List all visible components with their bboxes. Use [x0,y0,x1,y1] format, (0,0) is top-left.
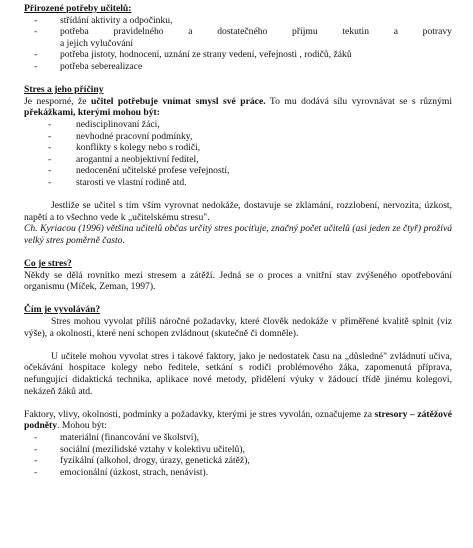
list-item: - střídání aktivity a odpočinku, [24,15,452,27]
section-natural-needs [24,3,452,73]
list-item [24,26,452,49]
list-item: - potřeba jistoty, hodnocení, uznání ze strany vedení, veřejnosti , rodičů, žáků [24,49,452,61]
obstacles-list [24,119,452,189]
list-item: - arogantní a neobjektivní ředitel, [24,154,452,166]
paragraph: Stres mohou vyvolat příliš náročné požadavky, které člověk nedokáže v přiměřené kvalitě splnit (viz výše), a okolnosti, které není schopen zvládnout (skutečně či domněle). [24,316,452,339]
word: dostatečného [217,26,268,38]
bold-text: překážkami, kterými mohou být: [24,107,160,119]
word: pravidelného [113,26,164,38]
bold-text: učitel potřebuje vnímat smysl své práce. [91,95,266,107]
heading-what-is-stress: Co je stres? [24,258,72,270]
section-what-is-stress [24,258,452,293]
heading-stress-triggers: Čím je vyvoláván? [24,304,101,316]
justified-line [60,26,452,38]
word: - potřeba [60,26,89,38]
list-item: - nevhodné pracovní podmínky, [24,131,452,143]
text-run: Je nesporné, že [24,95,92,107]
paragraph: U učitele mohou vyvolat stres i takové faktory, jako je nedostatek času na „důsledné" zvládnutí učiva, očekávání hospitace kolegy nebo ředitele, setkání s rodiči problémového žáka, zapomenutá příprava, nefungující didaktická technika, aplikace nové metody, přidělení výuky v žádoucí třídě jinému kolegovi, nekázeň žáků atd. [24,350,452,397]
section-stress-causes [24,84,452,246]
list-item: - sociální (mezilidské vztahy v kolektivu učitelů), [24,444,452,456]
section-stress-triggers [24,304,452,397]
paragraph: Jestliže se učitel s tím vším vyrovnat nedokáže, dostavuje se zklamání, rozzlobení, nervozita, úzkost, napětí a to všechno vede k „učitelskému stresu". [24,200,452,223]
heading-stress-causes: Stres a jeho příčiny [24,84,104,96]
list-item: - potřeba seberealizace [24,61,452,73]
list-item: - nedocenění učitelské profese veřejností, [24,165,452,177]
text-run: . Mohou být: [57,420,107,432]
list-item-continuation: a jejich vylučování [60,37,133,49]
word: a [393,26,398,38]
word: potravy [422,26,452,38]
stressors-list [24,432,452,478]
paragraph: Někdy se dělá rovnítko mezi stresem a zátěží. Jedná se o proces a vnitřní stav zvýšeného opotřebování organismu (Míček, Zeman, 1997). [24,269,452,293]
list-item: - materiální (financování ve školství), [24,432,452,444]
paragraph [24,409,452,432]
list-item: - nedisciplinovaní žáci, [24,119,452,131]
section-stressors [24,409,452,479]
citation-paragraph: Ch. Kyriacou (1996) většina učitelů občas určitý stres pociťuje, značný počet učitelů (asi jeden ze čtyř) prožívá velký stres poměrně často. [24,223,452,246]
word: příjmu [292,26,318,38]
list-item: - konflikty s kolegy nebo s rodiči, [24,142,452,154]
heading-natural-needs: Přirozené potřeby učitelů: [24,3,132,14]
list-item: - emocionální (úzkost, strach, nenávist). [24,467,452,479]
bold-text: stresory – zátěžové podněty [24,408,452,432]
text-run: Faktory, vlivy, okolnosti, podmínky a požadavky, kterými je stres vyvolán, označujeme za [24,408,375,420]
word: a [188,26,193,38]
document-page [24,3,452,478]
paragraph [24,96,452,119]
word: tekutin [342,26,369,38]
text-run: To mu dodává sílu vyrovnávat se s různými [265,95,453,107]
list-item: - fyzikální (alkohol, drogy, úrazy, genetická zátěž), [24,455,452,467]
list-item: - starosti ve vlastní rodině atd. [24,177,452,189]
